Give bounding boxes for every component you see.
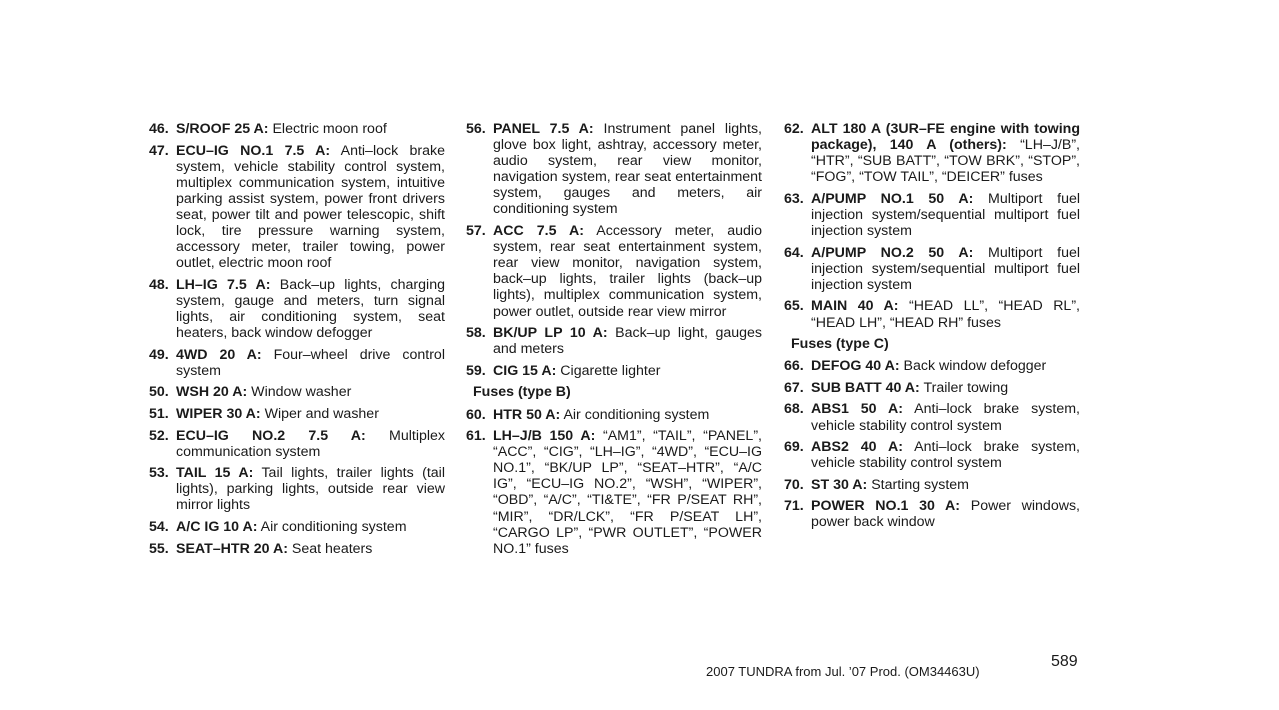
fuse-rating: A/PUMP NO.1 50 A: — [811, 190, 974, 207]
fuse-rating: BK/UP LP 10 A: — [493, 325, 608, 342]
column-middle — [466, 121, 762, 562]
fuse-number: 62. — [784, 121, 804, 137]
fuse-entry — [149, 428, 445, 460]
fuse-entry — [784, 439, 1080, 471]
fuse-number: 52. — [149, 427, 169, 444]
fuse-rating: POWER NO.1 30 A: — [811, 498, 961, 515]
fuse-number: 66. — [784, 358, 804, 375]
fuse-entry — [784, 298, 1080, 330]
fuse-entry — [466, 121, 762, 218]
fuse-entry — [149, 541, 445, 557]
fuse-rating: ABS1 50 A: — [811, 401, 903, 418]
fuse-entry — [784, 358, 1080, 374]
fuse-number: 63. — [784, 190, 804, 207]
fuse-description: Starting system — [871, 476, 969, 493]
fuse-description: Anti–lock brake system, vehicle stability control system — [811, 439, 1080, 472]
fuse-rating: ECU–IG NO.2 7.5 A: — [176, 427, 366, 444]
fuse-description: Tail lights, trailer lights (tail lights), parking lights, outside rear view mirror lights — [176, 465, 445, 514]
fuse-entry — [149, 406, 445, 422]
fuse-number: 61. — [466, 428, 486, 445]
fuse-number: 46. — [149, 121, 169, 137]
fuse-number: 58. — [466, 325, 486, 342]
fuse-description: Air conditioning system — [563, 406, 710, 423]
fuse-entry — [149, 121, 445, 137]
fuse-rating: DEFOG 40 A: — [811, 358, 900, 375]
fuse-entry — [466, 223, 762, 320]
fuse-number: 50. — [149, 384, 169, 401]
fuse-description: Trailer towing — [923, 379, 1009, 396]
column-left — [149, 121, 445, 562]
fuse-number: 55. — [149, 540, 169, 557]
fuse-number: 64. — [784, 244, 804, 261]
fuse-description: Air conditioning system — [260, 519, 407, 536]
fuse-description: Wiper and washer — [264, 406, 379, 422]
fuse-rating: ALT 180 A (3UR–FE engine with towing package), 140 A (others): — [811, 121, 1080, 154]
fuse-rating: CIG 15 A: — [493, 362, 557, 379]
fuse-description: Seat heaters — [291, 540, 373, 557]
page-number: 589 — [1051, 653, 1078, 670]
fuse-rating: ABS2 40 A: — [811, 439, 903, 456]
fuse-rating: SUB BATT 40 A: — [811, 379, 920, 396]
fuse-entry — [784, 380, 1080, 396]
fuse-entry — [784, 121, 1080, 185]
fuse-number: 56. — [466, 121, 486, 137]
fuse-entry — [466, 363, 762, 379]
fuse-rating: 4WD 20 A: — [176, 346, 262, 363]
fuse-entry — [466, 428, 762, 557]
fuse-entry — [149, 519, 445, 535]
footer-edition: 2007 TUNDRA from Jul. ’07 Prod. (OM34463U) — [706, 664, 980, 679]
fuse-description: “LH–J/B”, “HTR”, “SUB BATT”, “TOW BRK”, “STOP”, “FOG”, “TOW TAIL”, “DEICER” fuses — [811, 137, 1080, 186]
fuse-number: 49. — [149, 346, 169, 363]
fuse-entry — [784, 401, 1080, 433]
fuse-description: Anti–lock brake system, vehicle stability control system, multiplex communication system, intuitive parking assist system, power front drivers seat, power tilt and power telescopic, shift lock, tire pressure warning system, accessory meter, trailer towing, power outlet, electric moon roof — [176, 142, 445, 272]
fuse-number: 48. — [149, 276, 169, 293]
fuse-number: 71. — [784, 498, 804, 515]
fuse-rating: WSH 20 A: — [176, 384, 248, 401]
fuse-number: 59. — [466, 362, 486, 379]
fuse-rating: TAIL 15 A: — [176, 465, 254, 482]
fuse-entry — [784, 477, 1080, 493]
fuse-rating: S/ROOF 25 A: — [176, 121, 269, 137]
fuse-number: 70. — [784, 476, 804, 493]
fuse-number: 51. — [149, 406, 169, 422]
fuse-description: Power windows, power back window — [811, 498, 1080, 531]
fuse-number: 67. — [784, 379, 804, 396]
fuse-rating: A/PUMP NO.2 50 A: — [811, 244, 974, 261]
fuse-rating: HTR 50 A: — [493, 406, 561, 423]
fuse-rating: ACC 7.5 A: — [493, 223, 585, 240]
fuse-description: Multiport fuel injection system/sequential multiport fuel injection system — [811, 244, 1080, 293]
fuse-description: Multiport fuel injection system/sequential multiport fuel injection system — [811, 190, 1080, 240]
fuse-rating: WIPER 30 A: — [176, 406, 261, 422]
fuse-description: Back–up light, gauges and meters — [493, 325, 762, 358]
fuse-number: 68. — [784, 401, 804, 418]
fuse-entry — [784, 498, 1080, 530]
fuse-description: Cigarette lighter — [560, 362, 661, 379]
fuse-entry — [149, 347, 445, 379]
fuse-description: Window washer — [251, 384, 352, 401]
fuse-number: 57. — [466, 223, 486, 240]
fuse-number: 60. — [466, 406, 486, 423]
fuse-description: Back–up lights, charging system, gauge and meters, turn signal lights, air conditioning system, seat heaters, back window defogger — [176, 276, 445, 342]
section-heading: Fuses (type B) — [473, 384, 571, 401]
fuse-description: Multiplex communication system — [176, 427, 445, 460]
fuse-rating: PANEL 7.5 A: — [493, 121, 594, 137]
fuse-entry — [784, 191, 1080, 239]
fuse-rating: MAIN 40 A: — [811, 298, 899, 315]
fuse-entry — [784, 245, 1080, 293]
fuse-number: 53. — [149, 465, 169, 482]
column-right — [784, 121, 1080, 536]
fuse-entry — [466, 325, 762, 357]
fuse-entry — [149, 384, 445, 400]
fuse-description: Instrument panel lights, glove box light, ashtray, accessory meter, audio system, rear view monitor, navigation system, rear seat entertainment system, gauges and meters, air conditioning system — [493, 121, 762, 218]
fuse-description: Accessory meter, audio system, rear seat entertainment system, rear view monitor, navigation system, back–up lights, trailer lights (back–up lights), multiplex communication system, power outlet, outside rear view mirror — [493, 223, 762, 320]
fuse-description: Anti–lock brake system, vehicle stability control system — [811, 401, 1080, 434]
fuse-entry — [149, 465, 445, 513]
fuse-number: 54. — [149, 519, 169, 536]
fuse-rating: LH–IG 7.5 A: — [176, 276, 271, 293]
fuse-description: Four–wheel drive control system — [176, 346, 445, 379]
fuse-rating: ECU–IG NO.1 7.5 A: — [176, 142, 331, 159]
fuse-entry — [149, 143, 445, 272]
fuse-rating: SEAT–HTR 20 A: — [176, 540, 288, 557]
fuse-description: Back window defogger — [903, 358, 1047, 375]
fuse-description: “AM1”, “TAIL”, “PANEL”, “ACC”, “CIG”, “LH–IG”, “4WD”, “ECU–IG NO.1”, “BK/UP LP”, “SEAT–HTR”, “A/C IG”, “ECU–IG NO.2”, “WSH”, “WIPER”, “OBD”, “A/C”, “TI&TE”, “FR P/SEAT RH”, “MIR”, “DR/LCK”, “FR P/SEAT LH”, “CARGO LP”, “PWR OUTLET”, “POWER NO.1” fuses — [493, 428, 762, 557]
section-heading: Fuses (type C) — [791, 336, 889, 353]
fuse-description: Electric moon roof — [272, 121, 387, 137]
fuse-entry — [466, 407, 762, 423]
fuse-description: “HEAD LL”, “HEAD RL”, “HEAD LH”, “HEAD RH” fuses — [811, 298, 1080, 331]
fuse-number: 69. — [784, 439, 804, 456]
fuse-rating: LH–J/B 150 A: — [493, 428, 596, 445]
fuse-number: 65. — [784, 298, 804, 315]
fuse-number: 47. — [149, 142, 169, 159]
fuse-entry — [149, 277, 445, 341]
fuse-rating: A/C IG 10 A: — [176, 519, 258, 536]
fuse-rating: ST 30 A: — [811, 476, 868, 493]
